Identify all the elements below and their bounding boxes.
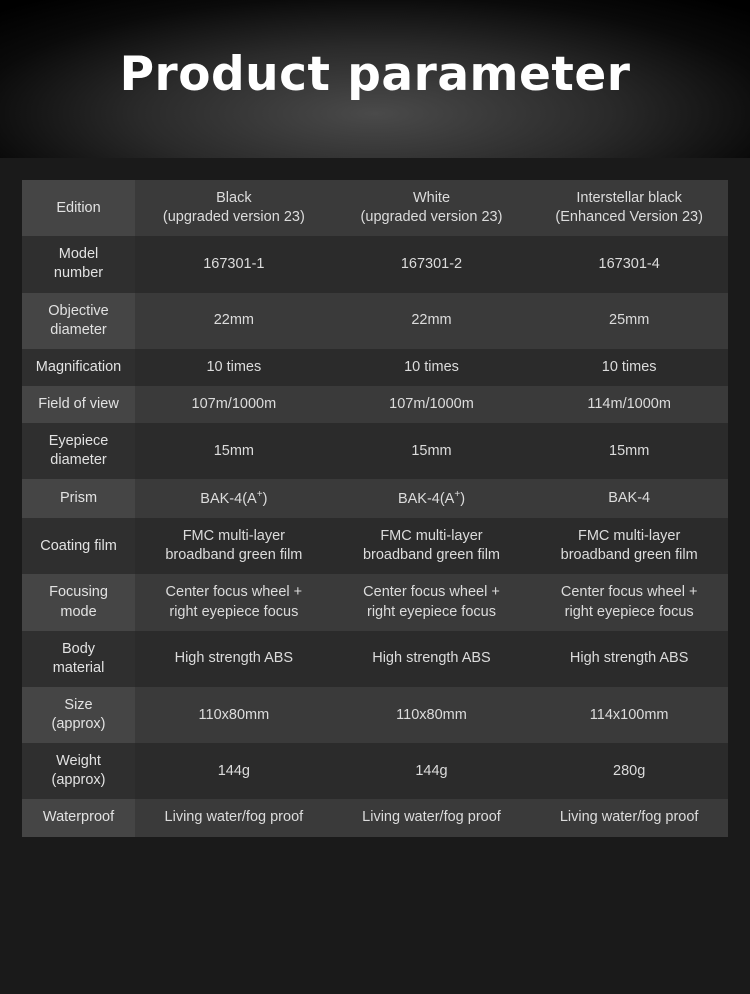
row-value-col2: Living water/fog proof xyxy=(333,799,531,836)
row-value-col2: 167301-2 xyxy=(333,236,531,292)
row-value-col3: 10 times xyxy=(530,349,728,386)
table-row xyxy=(22,631,728,687)
row-value-col2: BAK-4(A+) xyxy=(333,479,531,518)
row-value-col1: Living water/fog proof xyxy=(135,799,333,836)
table-row xyxy=(22,423,728,479)
spec-table-body xyxy=(22,180,728,837)
row-label: Magnification xyxy=(22,349,135,386)
row-value-col2: High strength ABS xyxy=(333,631,531,687)
row-value-col3: 167301-4 xyxy=(530,236,728,292)
row-label: Focusing mode xyxy=(22,574,135,630)
row-value-col3: 114x100mm xyxy=(530,687,728,743)
row-label: Objective diameter xyxy=(22,293,135,349)
row-value-col3: FMC multi-layer broadband green film xyxy=(530,518,728,574)
table-row xyxy=(22,687,728,743)
row-label: Body material xyxy=(22,631,135,687)
row-label: Edition xyxy=(22,180,135,236)
row-value-col1: 107m/1000m xyxy=(135,386,333,423)
row-label: Prism xyxy=(22,479,135,518)
row-value-col1: 10 times xyxy=(135,349,333,386)
page-header xyxy=(0,0,750,158)
row-value-col3: 25mm xyxy=(530,293,728,349)
row-value-col1: 144g xyxy=(135,743,333,799)
row-value-col3: High strength ABS xyxy=(530,631,728,687)
table-row xyxy=(22,236,728,292)
table-row xyxy=(22,349,728,386)
row-value-col1: Black (upgraded version 23) xyxy=(135,180,333,236)
row-value-col2: White (upgraded version 23) xyxy=(333,180,531,236)
row-value-col2: 10 times xyxy=(333,349,531,386)
row-value-col2: 107m/1000m xyxy=(333,386,531,423)
row-label: Waterproof xyxy=(22,799,135,836)
row-label: Coating film xyxy=(22,518,135,574)
row-value-col3: 114m/1000m xyxy=(530,386,728,423)
row-value-col1: 22mm xyxy=(135,293,333,349)
row-value-col1: BAK-4(A+) xyxy=(135,479,333,518)
row-value-col2: 15mm xyxy=(333,423,531,479)
row-value-col2: Center focus wheel + right eyepiece focus xyxy=(333,574,531,630)
row-value-col2: 22mm xyxy=(333,293,531,349)
table-row xyxy=(22,386,728,423)
row-value-col3: 280g xyxy=(530,743,728,799)
row-value-col3: 15mm xyxy=(530,423,728,479)
row-value-col2: 110x80mm xyxy=(333,687,531,743)
row-value-col2: 144g xyxy=(333,743,531,799)
row-value-col3: Living water/fog proof xyxy=(530,799,728,836)
row-value-col2: FMC multi-layer broadband green film xyxy=(333,518,531,574)
table-row xyxy=(22,799,728,836)
table-row xyxy=(22,293,728,349)
row-value-col3: Center focus wheel + right eyepiece focus xyxy=(530,574,728,630)
page-footer-spacer xyxy=(0,837,750,855)
spec-table-container xyxy=(0,158,750,837)
table-row xyxy=(22,479,728,518)
table-row xyxy=(22,574,728,630)
table-row xyxy=(22,518,728,574)
row-value-col3: BAK-4 xyxy=(530,479,728,518)
spec-table xyxy=(22,180,728,837)
row-value-col3: Interstellar black (Enhanced Version 23) xyxy=(530,180,728,236)
row-label: Weight (approx) xyxy=(22,743,135,799)
row-value-col1: FMC multi-layer broadband green film xyxy=(135,518,333,574)
row-label: Field of view xyxy=(22,386,135,423)
page-title: Product parameter xyxy=(119,46,631,102)
row-label: Model number xyxy=(22,236,135,292)
row-value-col1: Center focus wheel + right eyepiece focus xyxy=(135,574,333,630)
row-value-col1: 167301-1 xyxy=(135,236,333,292)
row-value-col1: 110x80mm xyxy=(135,687,333,743)
table-row xyxy=(22,743,728,799)
row-value-col1: 15mm xyxy=(135,423,333,479)
row-label: Eyepiece diameter xyxy=(22,423,135,479)
table-row xyxy=(22,180,728,236)
row-label: Size (approx) xyxy=(22,687,135,743)
row-value-col1: High strength ABS xyxy=(135,631,333,687)
